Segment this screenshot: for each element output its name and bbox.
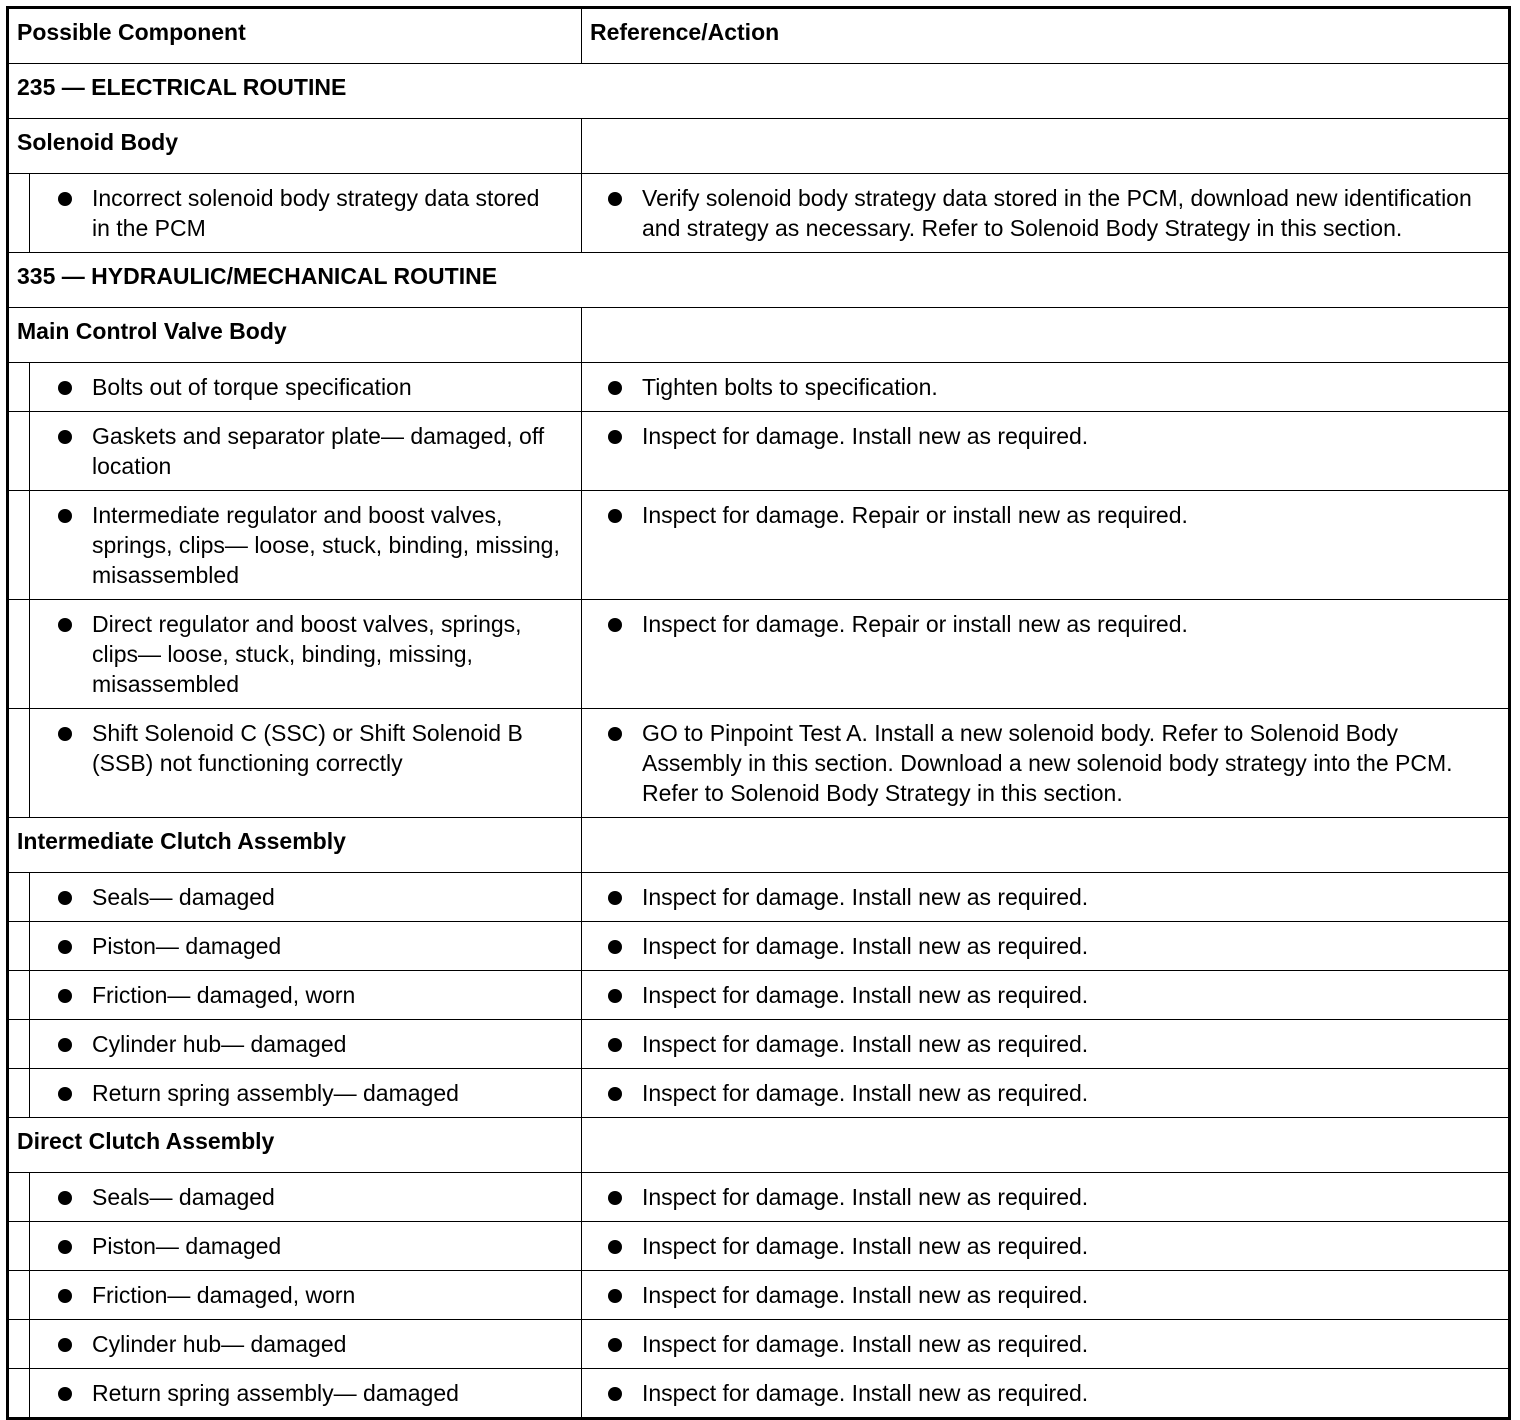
bullet-icon (58, 931, 78, 961)
table-row (8, 174, 1510, 253)
bullet-icon (608, 500, 628, 530)
component-cell (30, 1271, 582, 1320)
diagnostic-table-body (8, 8, 1510, 1419)
component-cell-text: Friction— damaged, worn (92, 982, 356, 1008)
table-row (8, 709, 1510, 818)
component-cell-text: Gaskets and separator plate— damaged, off location (92, 423, 545, 479)
bullet-icon (58, 1182, 78, 1212)
component-cell (30, 1320, 582, 1369)
action-cell (582, 600, 1510, 709)
action-cell-text: Inspect for damage. Install new as required. (642, 1184, 1089, 1210)
bullet-icon (608, 1029, 628, 1059)
action-cell-text: Tighten bolts to specification. (642, 374, 938, 400)
group-title: Intermediate Clutch Assembly (8, 818, 582, 873)
table-row (8, 1222, 1510, 1271)
indent-cell (8, 1069, 30, 1118)
bullet-icon (608, 1378, 628, 1408)
indent-cell (8, 922, 30, 971)
component-cell (30, 1222, 582, 1271)
action-cell (582, 174, 1510, 253)
action-cell-text: Inspect for damage. Install new as required. (642, 1233, 1089, 1259)
action-cell (582, 971, 1510, 1020)
action-cell (582, 412, 1510, 491)
bullet-icon (608, 980, 628, 1010)
section-row (8, 64, 1510, 119)
action-cell-text: Inspect for damage. Install new as required. (642, 1031, 1089, 1057)
action-cell (582, 1369, 1510, 1419)
action-cell (582, 1173, 1510, 1222)
component-cell (30, 1369, 582, 1419)
action-cell-text: Inspect for damage. Install new as required. (642, 1331, 1089, 1357)
bullet-icon (608, 1329, 628, 1359)
bullet-icon (58, 882, 78, 912)
component-cell (30, 600, 582, 709)
action-cell (582, 1222, 1510, 1271)
indent-cell (8, 709, 30, 818)
action-cell-text: Inspect for damage. Install new as required. (642, 1380, 1089, 1406)
group-title: Solenoid Body (8, 119, 582, 174)
table-row (8, 1173, 1510, 1222)
component-cell-text: Seals— damaged (92, 884, 275, 910)
bullet-icon (608, 882, 628, 912)
group-empty-cell (582, 818, 1510, 873)
indent-cell (8, 1173, 30, 1222)
table-row (8, 1069, 1510, 1118)
bullet-icon (608, 609, 628, 639)
bullet-icon (608, 931, 628, 961)
bullet-icon (608, 183, 628, 213)
table-row (8, 491, 1510, 600)
section-title: 335 — HYDRAULIC/MECHANICAL ROUTINE (8, 253, 1510, 308)
action-cell-text: Inspect for damage. Install new as required. (642, 1282, 1089, 1308)
indent-cell (8, 363, 30, 412)
action-cell (582, 1069, 1510, 1118)
bullet-icon (58, 183, 78, 213)
bullet-icon (58, 1329, 78, 1359)
table-row (8, 600, 1510, 709)
component-cell-text: Direct regulator and boost valves, springs, clips— loose, stuck, binding, missing, misassembled (92, 611, 522, 697)
component-cell-text: Return spring assembly— damaged (92, 1080, 459, 1106)
bullet-icon (608, 1078, 628, 1108)
component-cell (30, 363, 582, 412)
group-row (8, 119, 1510, 174)
component-cell-text: Piston— damaged (92, 1233, 282, 1259)
component-cell-text: Return spring assembly— damaged (92, 1380, 459, 1406)
bullet-icon (58, 372, 78, 402)
bullet-icon (58, 1280, 78, 1310)
group-row (8, 308, 1510, 363)
indent-cell (8, 1271, 30, 1320)
group-empty-cell (582, 119, 1510, 174)
action-cell (582, 1020, 1510, 1069)
action-cell-text: Inspect for damage. Repair or install new as required. (642, 611, 1188, 637)
component-cell (30, 709, 582, 818)
action-cell-text: Verify solenoid body strategy data stored in the PCM, download new identification and strategy as necessary. Refer to Solenoid Body Strategy in this section. (642, 185, 1472, 241)
action-cell (582, 491, 1510, 600)
table-row (8, 1020, 1510, 1069)
indent-cell (8, 971, 30, 1020)
bullet-icon (608, 421, 628, 451)
table-row (8, 1369, 1510, 1419)
action-cell-text: Inspect for damage. Install new as required. (642, 982, 1089, 1008)
indent-cell (8, 412, 30, 491)
action-cell-text: Inspect for damage. Repair or install new as required. (642, 502, 1188, 528)
action-cell (582, 1271, 1510, 1320)
bullet-icon (58, 980, 78, 1010)
column-header-action: Reference/Action (582, 8, 1510, 64)
table-row (8, 873, 1510, 922)
indent-cell (8, 1369, 30, 1419)
component-cell-text: Cylinder hub— damaged (92, 1031, 347, 1057)
action-cell (582, 363, 1510, 412)
component-cell (30, 1020, 582, 1069)
bullet-icon (608, 718, 628, 748)
action-cell-text: Inspect for damage. Install new as required. (642, 1080, 1089, 1106)
table-row (8, 1271, 1510, 1320)
group-title: Main Control Valve Body (8, 308, 582, 363)
component-cell-text: Intermediate regulator and boost valves, springs, clips— loose, stuck, binding, missing, misassembled (92, 502, 560, 588)
indent-cell (8, 1320, 30, 1369)
action-cell-text: Inspect for damage. Install new as required. (642, 884, 1089, 910)
bullet-icon (608, 1182, 628, 1212)
action-cell (582, 709, 1510, 818)
component-cell (30, 491, 582, 600)
table-row (8, 922, 1510, 971)
section-title: 235 — ELECTRICAL ROUTINE (8, 64, 1510, 119)
bullet-icon (608, 1280, 628, 1310)
action-cell-text: Inspect for damage. Install new as required. (642, 933, 1089, 959)
component-cell-text: Seals— damaged (92, 1184, 275, 1210)
bullet-icon (58, 1231, 78, 1261)
action-cell (582, 1320, 1510, 1369)
component-cell-text: Bolts out of torque specification (92, 374, 412, 400)
bullet-icon (58, 1029, 78, 1059)
indent-cell (8, 491, 30, 600)
component-cell-text: Shift Solenoid C (SSC) or Shift Solenoid B (SSB) not functioning correctly (92, 720, 523, 776)
bullet-icon (58, 1078, 78, 1108)
bullet-icon (58, 609, 78, 639)
component-cell (30, 1069, 582, 1118)
component-cell-text: Piston— damaged (92, 933, 282, 959)
component-cell-text: Cylinder hub— damaged (92, 1331, 347, 1357)
bullet-icon (608, 1231, 628, 1261)
group-empty-cell (582, 308, 1510, 363)
bullet-icon (58, 1378, 78, 1408)
action-cell-text: GO to Pinpoint Test A. Install a new solenoid body. Refer to Solenoid Body Assembly in this section. Download a new solenoid body strategy into the PCM. Refer to Solenoid Body Strategy in this section. (642, 720, 1453, 806)
component-cell (30, 412, 582, 491)
bullet-icon (58, 718, 78, 748)
component-cell (30, 174, 582, 253)
component-cell (30, 1173, 582, 1222)
group-empty-cell (582, 1118, 1510, 1173)
table-row (8, 971, 1510, 1020)
component-cell (30, 922, 582, 971)
table-row (8, 1320, 1510, 1369)
component-cell (30, 971, 582, 1020)
bullet-icon (608, 372, 628, 402)
bullet-icon (58, 421, 78, 451)
indent-cell (8, 1222, 30, 1271)
action-cell-text: Inspect for damage. Install new as required. (642, 423, 1089, 449)
action-cell (582, 873, 1510, 922)
component-cell (30, 873, 582, 922)
bullet-icon (58, 500, 78, 530)
table-row (8, 412, 1510, 491)
indent-cell (8, 1020, 30, 1069)
table-header-row (8, 8, 1510, 64)
group-row (8, 818, 1510, 873)
group-title: Direct Clutch Assembly (8, 1118, 582, 1173)
component-cell-text: Friction— damaged, worn (92, 1282, 356, 1308)
section-row (8, 253, 1510, 308)
indent-cell (8, 600, 30, 709)
group-row (8, 1118, 1510, 1173)
table-row (8, 363, 1510, 412)
column-header-component: Possible Component (8, 8, 582, 64)
indent-cell (8, 873, 30, 922)
indent-cell (8, 174, 30, 253)
diagnostic-table (6, 6, 1511, 1420)
action-cell (582, 922, 1510, 971)
component-cell-text: Incorrect solenoid body strategy data stored in the PCM (92, 185, 540, 241)
